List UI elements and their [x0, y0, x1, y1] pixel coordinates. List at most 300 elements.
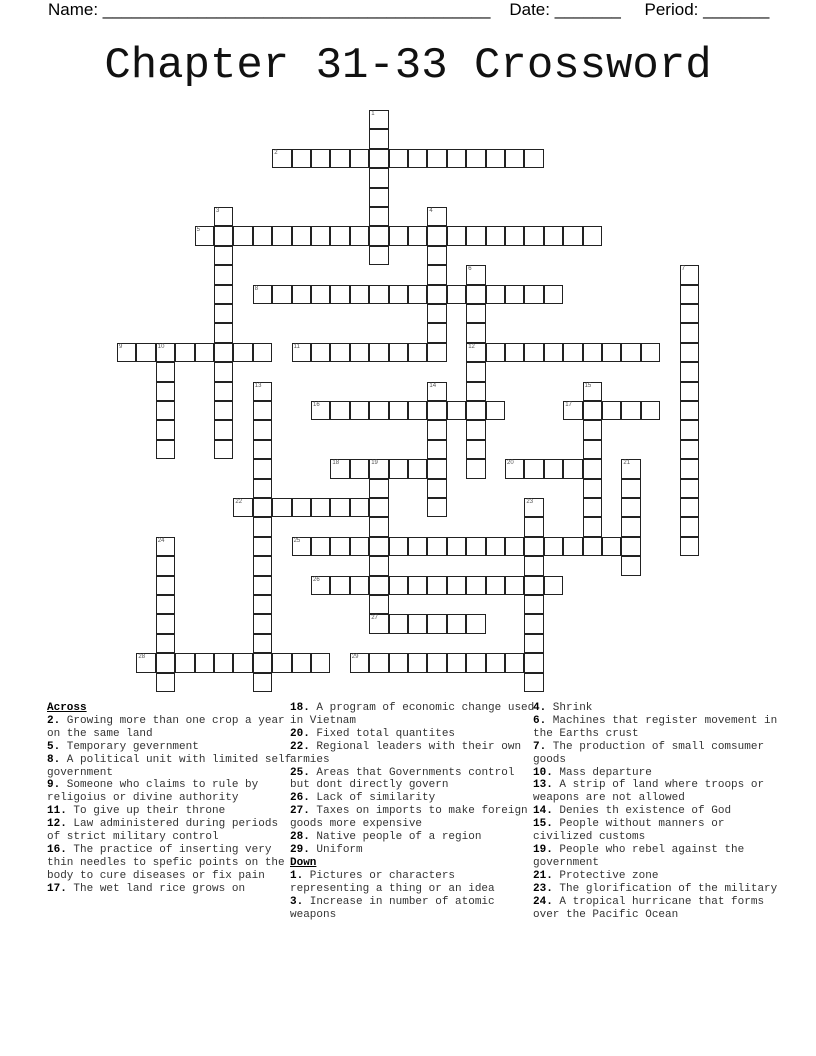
grid-cell[interactable]: [680, 479, 699, 498]
grid-cell[interactable]: [524, 343, 543, 362]
clue-item: [47, 805, 292, 818]
grid-cell[interactable]: [156, 653, 175, 672]
grid-cell[interactable]: [505, 285, 524, 304]
grid-cell[interactable]: [447, 285, 466, 304]
grid-cell[interactable]: [621, 479, 640, 498]
grid-cell[interactable]: [214, 265, 233, 284]
grid-cell[interactable]: [253, 440, 272, 459]
grid-cell[interactable]: [466, 382, 485, 401]
grid-cell[interactable]: [583, 343, 602, 362]
grid-cell[interactable]: [466, 420, 485, 439]
clue-text: Uniform: [309, 843, 363, 856]
grid-cell[interactable]: [524, 634, 543, 653]
grid-cell[interactable]: [253, 556, 272, 575]
grid-cell[interactable]: [389, 459, 408, 478]
clues-column-3: [533, 702, 778, 921]
grid-cell[interactable]: [214, 304, 233, 323]
grid-cell[interactable]: [427, 226, 446, 245]
grid-cell[interactable]: [350, 285, 369, 304]
clue-number: 13.: [533, 779, 553, 792]
grid-cell[interactable]: [544, 343, 563, 362]
grid-cell[interactable]: [369, 226, 388, 245]
clue-item: [290, 844, 535, 857]
grid-cell[interactable]: [175, 653, 194, 672]
grid-cell[interactable]: [544, 226, 563, 245]
grid-cell[interactable]: [389, 401, 408, 420]
grid-cell[interactable]: [389, 576, 408, 595]
grid-cell[interactable]: [214, 420, 233, 439]
grid-cell[interactable]: [524, 673, 543, 692]
clue-number: 14.: [533, 805, 553, 818]
grid-cell[interactable]: [466, 653, 485, 672]
grid-cell[interactable]: [330, 459, 349, 478]
grid-cell[interactable]: [156, 537, 175, 556]
grid-cell[interactable]: [292, 343, 311, 362]
grid-cell[interactable]: [233, 498, 252, 517]
grid-cell[interactable]: [369, 517, 388, 536]
clue-item: [290, 792, 535, 805]
grid-cell[interactable]: [466, 323, 485, 342]
grid-cell[interactable]: [583, 479, 602, 498]
grid-cell[interactable]: [253, 634, 272, 653]
grid-cell[interactable]: [466, 440, 485, 459]
grid-cell[interactable]: [233, 226, 252, 245]
grid-cell[interactable]: [214, 440, 233, 459]
grid-cell[interactable]: [680, 420, 699, 439]
grid-cell[interactable]: [350, 653, 369, 672]
grid-cell[interactable]: [408, 285, 427, 304]
grid-cell[interactable]: [389, 226, 408, 245]
grid-cell[interactable]: [583, 401, 602, 420]
grid-cell[interactable]: [253, 401, 272, 420]
clue-text: A tropical hurricane that forms over the Pacific Ocean: [533, 895, 765, 921]
grid-cell[interactable]: [447, 653, 466, 672]
clue-number: 5: [196, 227, 200, 234]
grid-cell[interactable]: [447, 149, 466, 168]
grid-cell[interactable]: [214, 226, 233, 245]
grid-cell[interactable]: [544, 576, 563, 595]
grid-cell[interactable]: [408, 149, 427, 168]
grid-cell[interactable]: [602, 343, 621, 362]
clue-text: Denies th existence of God: [552, 805, 732, 818]
grid-cell[interactable]: [233, 343, 252, 362]
grid-cell[interactable]: [447, 614, 466, 633]
grid-cell[interactable]: [253, 343, 272, 362]
clue-item: [533, 844, 778, 870]
clue-number: 3.: [290, 895, 304, 908]
grid-cell[interactable]: [583, 382, 602, 401]
grid-cell[interactable]: [253, 614, 272, 633]
grid-cell[interactable]: [544, 459, 563, 478]
grid-cell[interactable]: [311, 576, 330, 595]
grid-cell[interactable]: [621, 517, 640, 536]
grid-cell[interactable]: [466, 304, 485, 323]
clue-text: Machines that register movement in the Earths crust: [533, 714, 778, 740]
grid-cell[interactable]: [680, 323, 699, 342]
grid-cell[interactable]: [156, 556, 175, 575]
grid-cell[interactable]: [156, 420, 175, 439]
grid-cell[interactable]: [427, 459, 446, 478]
grid-cell[interactable]: [253, 479, 272, 498]
grid-cell[interactable]: [641, 343, 660, 362]
grid-cell[interactable]: [427, 246, 446, 265]
grid-cell[interactable]: [680, 304, 699, 323]
grid-cell[interactable]: [253, 537, 272, 556]
grid-cell[interactable]: [253, 498, 272, 517]
grid-cell[interactable]: [505, 343, 524, 362]
grid-cell[interactable]: [156, 576, 175, 595]
grid-cell[interactable]: [447, 576, 466, 595]
grid-cell[interactable]: [408, 576, 427, 595]
grid-cell[interactable]: [408, 401, 427, 420]
grid-cell[interactable]: [214, 382, 233, 401]
clue-item: [533, 702, 778, 715]
grid-cell[interactable]: [563, 459, 582, 478]
grid-cell[interactable]: [253, 653, 272, 672]
grid-cell[interactable]: [233, 653, 252, 672]
grid-cell[interactable]: [272, 285, 291, 304]
grid-cell[interactable]: [621, 537, 640, 556]
grid-cell[interactable]: [292, 498, 311, 517]
grid-cell[interactable]: [466, 362, 485, 381]
grid-cell[interactable]: [524, 576, 543, 595]
grid-cell[interactable]: [486, 653, 505, 672]
clue-item: [290, 728, 535, 741]
grid-cell[interactable]: [427, 498, 446, 517]
grid-cell[interactable]: [369, 168, 388, 187]
grid-cell[interactable]: [466, 614, 485, 633]
period-field[interactable]: _______: [703, 0, 770, 19]
grid-cell[interactable]: [195, 343, 214, 362]
grid-cell[interactable]: [427, 382, 446, 401]
grid-cell[interactable]: [369, 614, 388, 633]
grid-cell[interactable]: [408, 459, 427, 478]
grid-cell[interactable]: [214, 246, 233, 265]
grid-cell[interactable]: [369, 576, 388, 595]
grid-cell[interactable]: [369, 401, 388, 420]
grid-cell[interactable]: [427, 343, 446, 362]
grid-cell[interactable]: [524, 285, 543, 304]
grid-cell[interactable]: [330, 226, 349, 245]
grid-cell[interactable]: [369, 595, 388, 614]
clue-item: [47, 715, 292, 741]
grid-cell[interactable]: [330, 498, 349, 517]
grid-cell[interactable]: [156, 634, 175, 653]
grid-cell[interactable]: [369, 110, 388, 129]
grid-cell[interactable]: [583, 517, 602, 536]
grid-cell[interactable]: [311, 401, 330, 420]
grid-cell[interactable]: [524, 149, 543, 168]
grid-cell[interactable]: [427, 401, 446, 420]
grid-cell[interactable]: [272, 498, 291, 517]
grid-cell[interactable]: [389, 285, 408, 304]
grid-cell[interactable]: [427, 304, 446, 323]
grid-cell[interactable]: [350, 498, 369, 517]
grid-cell[interactable]: [563, 537, 582, 556]
grid-cell[interactable]: [466, 343, 485, 362]
grid-cell[interactable]: [486, 537, 505, 556]
grid-cell[interactable]: [253, 517, 272, 536]
grid-cell[interactable]: [369, 246, 388, 265]
clue-text: Increase in number of atomic weapons: [290, 895, 495, 921]
grid-cell[interactable]: [563, 226, 582, 245]
grid-cell[interactable]: [253, 459, 272, 478]
grid-cell[interactable]: [214, 323, 233, 342]
grid-cell[interactable]: [195, 653, 214, 672]
grid-cell[interactable]: [156, 401, 175, 420]
grid-cell[interactable]: [369, 537, 388, 556]
grid-cell[interactable]: [427, 614, 446, 633]
clue-text: A political unit with limited self government: [47, 753, 292, 779]
grid-cell[interactable]: [427, 420, 446, 439]
grid-cell[interactable]: [389, 653, 408, 672]
grid-cell[interactable]: [427, 207, 446, 226]
grid-cell[interactable]: [156, 382, 175, 401]
grid-cell[interactable]: [369, 285, 388, 304]
grid-cell[interactable]: [524, 459, 543, 478]
grid-cell[interactable]: [680, 285, 699, 304]
clue-item: [533, 741, 778, 767]
grid-cell[interactable]: [195, 226, 214, 245]
grid-cell[interactable]: [369, 459, 388, 478]
grid-cell[interactable]: [583, 420, 602, 439]
grid-cell[interactable]: [583, 226, 602, 245]
clue-number: 25: [293, 537, 301, 544]
grid-cell[interactable]: [214, 343, 233, 362]
clue-number: 4: [429, 208, 433, 214]
clue-number: 16: [313, 402, 320, 408]
grid-cell[interactable]: [292, 285, 311, 304]
date-field[interactable]: _______: [554, 0, 621, 19]
grid-cell[interactable]: [621, 401, 640, 420]
clue-item: [533, 779, 778, 805]
grid-cell[interactable]: [544, 285, 563, 304]
grid-cell[interactable]: [350, 401, 369, 420]
grid-cell[interactable]: [486, 401, 505, 420]
name-field[interactable]: _________________________________________: [102, 0, 491, 19]
clue-number: 14: [429, 382, 437, 389]
grid-cell[interactable]: [427, 323, 446, 342]
grid-cell[interactable]: [563, 401, 582, 420]
grid-cell[interactable]: [680, 265, 699, 284]
grid-cell[interactable]: [466, 226, 485, 245]
grid-cell[interactable]: [214, 285, 233, 304]
grid-cell[interactable]: [680, 459, 699, 478]
grid-cell[interactable]: [214, 207, 233, 226]
clue-item: [533, 715, 778, 741]
grid-cell[interactable]: [272, 149, 291, 168]
grid-cell[interactable]: [350, 576, 369, 595]
grid-cell[interactable]: [466, 285, 485, 304]
grid-cell[interactable]: [292, 537, 311, 556]
grid-cell[interactable]: [486, 226, 505, 245]
grid-cell[interactable]: [486, 576, 505, 595]
grid-cell[interactable]: [427, 440, 446, 459]
grid-cell[interactable]: [408, 343, 427, 362]
grid-cell[interactable]: [369, 653, 388, 672]
clue-item: [290, 805, 535, 831]
grid-cell[interactable]: [621, 556, 640, 575]
grid-cell[interactable]: [524, 653, 543, 672]
grid-cell[interactable]: [447, 537, 466, 556]
grid-cell[interactable]: [311, 149, 330, 168]
grid-cell[interactable]: [311, 285, 330, 304]
grid-cell[interactable]: [369, 129, 388, 148]
clue-number: 21: [623, 460, 631, 467]
grid-cell[interactable]: [427, 576, 446, 595]
grid-cell[interactable]: [156, 595, 175, 614]
grid-cell[interactable]: [505, 459, 524, 478]
grid-cell[interactable]: [253, 576, 272, 595]
grid-cell[interactable]: [583, 498, 602, 517]
grid-cell[interactable]: [641, 401, 660, 420]
grid-cell[interactable]: [583, 440, 602, 459]
grid-cell[interactable]: [408, 614, 427, 633]
grid-cell[interactable]: [389, 614, 408, 633]
grid-cell[interactable]: [680, 440, 699, 459]
grid-cell[interactable]: [466, 401, 485, 420]
grid-cell[interactable]: [350, 459, 369, 478]
grid-cell[interactable]: [117, 343, 136, 362]
grid-cell[interactable]: [350, 343, 369, 362]
grid-cell[interactable]: [330, 537, 349, 556]
grid-cell[interactable]: [408, 226, 427, 245]
grid-cell[interactable]: [486, 343, 505, 362]
grid-cell[interactable]: [447, 401, 466, 420]
grid-cell[interactable]: [680, 498, 699, 517]
grid-cell[interactable]: [544, 537, 563, 556]
grid-cell[interactable]: [505, 653, 524, 672]
grid-cell[interactable]: [311, 653, 330, 672]
grid-cell[interactable]: [156, 440, 175, 459]
grid-cell[interactable]: [369, 343, 388, 362]
grid-cell[interactable]: [330, 149, 349, 168]
grid-cell[interactable]: [389, 149, 408, 168]
grid-cell[interactable]: [466, 265, 485, 284]
grid-cell[interactable]: [175, 343, 194, 362]
grid-cell[interactable]: [466, 459, 485, 478]
grid-cell[interactable]: [330, 401, 349, 420]
grid-cell[interactable]: [621, 498, 640, 517]
grid-cell[interactable]: [447, 226, 466, 245]
clue-item: [47, 818, 292, 844]
grid-cell[interactable]: [253, 382, 272, 401]
grid-cell[interactable]: [311, 498, 330, 517]
grid-cell[interactable]: [602, 401, 621, 420]
grid-cell[interactable]: [466, 149, 485, 168]
clue-text: The practice of inserting very thin needles to spefic points on the body to cure diseases or fix pain: [47, 843, 285, 882]
grid-cell[interactable]: [408, 653, 427, 672]
grid-cell[interactable]: [466, 537, 485, 556]
grid-cell[interactable]: [156, 362, 175, 381]
grid-cell[interactable]: [524, 226, 543, 245]
grid-cell[interactable]: [524, 595, 543, 614]
grid-cell[interactable]: [136, 653, 155, 672]
grid-cell[interactable]: [330, 343, 349, 362]
grid-cell[interactable]: [369, 149, 388, 168]
grid-cell[interactable]: [214, 401, 233, 420]
grid-cell[interactable]: [505, 576, 524, 595]
grid-cell[interactable]: [369, 188, 388, 207]
grid-cell[interactable]: [311, 537, 330, 556]
grid-cell[interactable]: [505, 226, 524, 245]
grid-cell[interactable]: [408, 537, 427, 556]
grid-cell[interactable]: [486, 149, 505, 168]
grid-cell[interactable]: [156, 343, 175, 362]
grid-cell[interactable]: [680, 517, 699, 536]
grid-cell[interactable]: [427, 479, 446, 498]
grid-cell[interactable]: [253, 285, 272, 304]
grid-cell[interactable]: [369, 556, 388, 575]
grid-cell[interactable]: [253, 226, 272, 245]
grid-cell[interactable]: [369, 207, 388, 226]
grid-cell[interactable]: [389, 537, 408, 556]
grid-cell[interactable]: [680, 362, 699, 381]
grid-cell[interactable]: [524, 517, 543, 536]
grid-cell[interactable]: [311, 343, 330, 362]
grid-cell[interactable]: [369, 479, 388, 498]
grid-cell[interactable]: [602, 537, 621, 556]
grid-cell[interactable]: [292, 653, 311, 672]
grid-cell[interactable]: [621, 343, 640, 362]
grid-cell[interactable]: [680, 343, 699, 362]
grid-cell[interactable]: [253, 673, 272, 692]
grid-cell[interactable]: [524, 498, 543, 517]
grid-cell[interactable]: [272, 653, 291, 672]
grid-cell[interactable]: [350, 537, 369, 556]
grid-cell[interactable]: [466, 576, 485, 595]
grid-cell[interactable]: [427, 265, 446, 284]
grid-cell[interactable]: [524, 537, 543, 556]
grid-cell[interactable]: [369, 498, 388, 517]
grid-cell[interactable]: [214, 362, 233, 381]
grid-cell[interactable]: [427, 537, 446, 556]
grid-cell[interactable]: [505, 149, 524, 168]
grid-cell[interactable]: [292, 226, 311, 245]
grid-cell[interactable]: [524, 614, 543, 633]
grid-cell[interactable]: [292, 149, 311, 168]
grid-cell[interactable]: [505, 537, 524, 556]
grid-cell[interactable]: [136, 343, 155, 362]
grid-cell[interactable]: [156, 673, 175, 692]
grid-cell[interactable]: [350, 226, 369, 245]
grid-cell[interactable]: [524, 556, 543, 575]
grid-cell[interactable]: [253, 595, 272, 614]
grid-cell[interactable]: [330, 285, 349, 304]
grid-cell[interactable]: [253, 420, 272, 439]
grid-cell[interactable]: [583, 459, 602, 478]
clue-text: Pictures or characters representing a thing or an idea: [290, 869, 495, 895]
grid-cell[interactable]: [389, 343, 408, 362]
grid-cell[interactable]: [311, 226, 330, 245]
grid-cell[interactable]: [680, 382, 699, 401]
grid-cell[interactable]: [621, 459, 640, 478]
grid-cell[interactable]: [486, 285, 505, 304]
grid-cell[interactable]: [563, 343, 582, 362]
grid-cell[interactable]: [156, 614, 175, 633]
grid-cell[interactable]: [427, 149, 446, 168]
clue-number: 21.: [533, 869, 553, 882]
grid-cell[interactable]: [427, 285, 446, 304]
grid-cell[interactable]: [680, 401, 699, 420]
grid-cell[interactable]: [427, 653, 446, 672]
grid-cell[interactable]: [330, 576, 349, 595]
grid-cell[interactable]: [583, 537, 602, 556]
grid-cell[interactable]: [350, 149, 369, 168]
grid-cell[interactable]: [272, 226, 291, 245]
grid-cell[interactable]: [680, 537, 699, 556]
grid-cell[interactable]: [214, 653, 233, 672]
